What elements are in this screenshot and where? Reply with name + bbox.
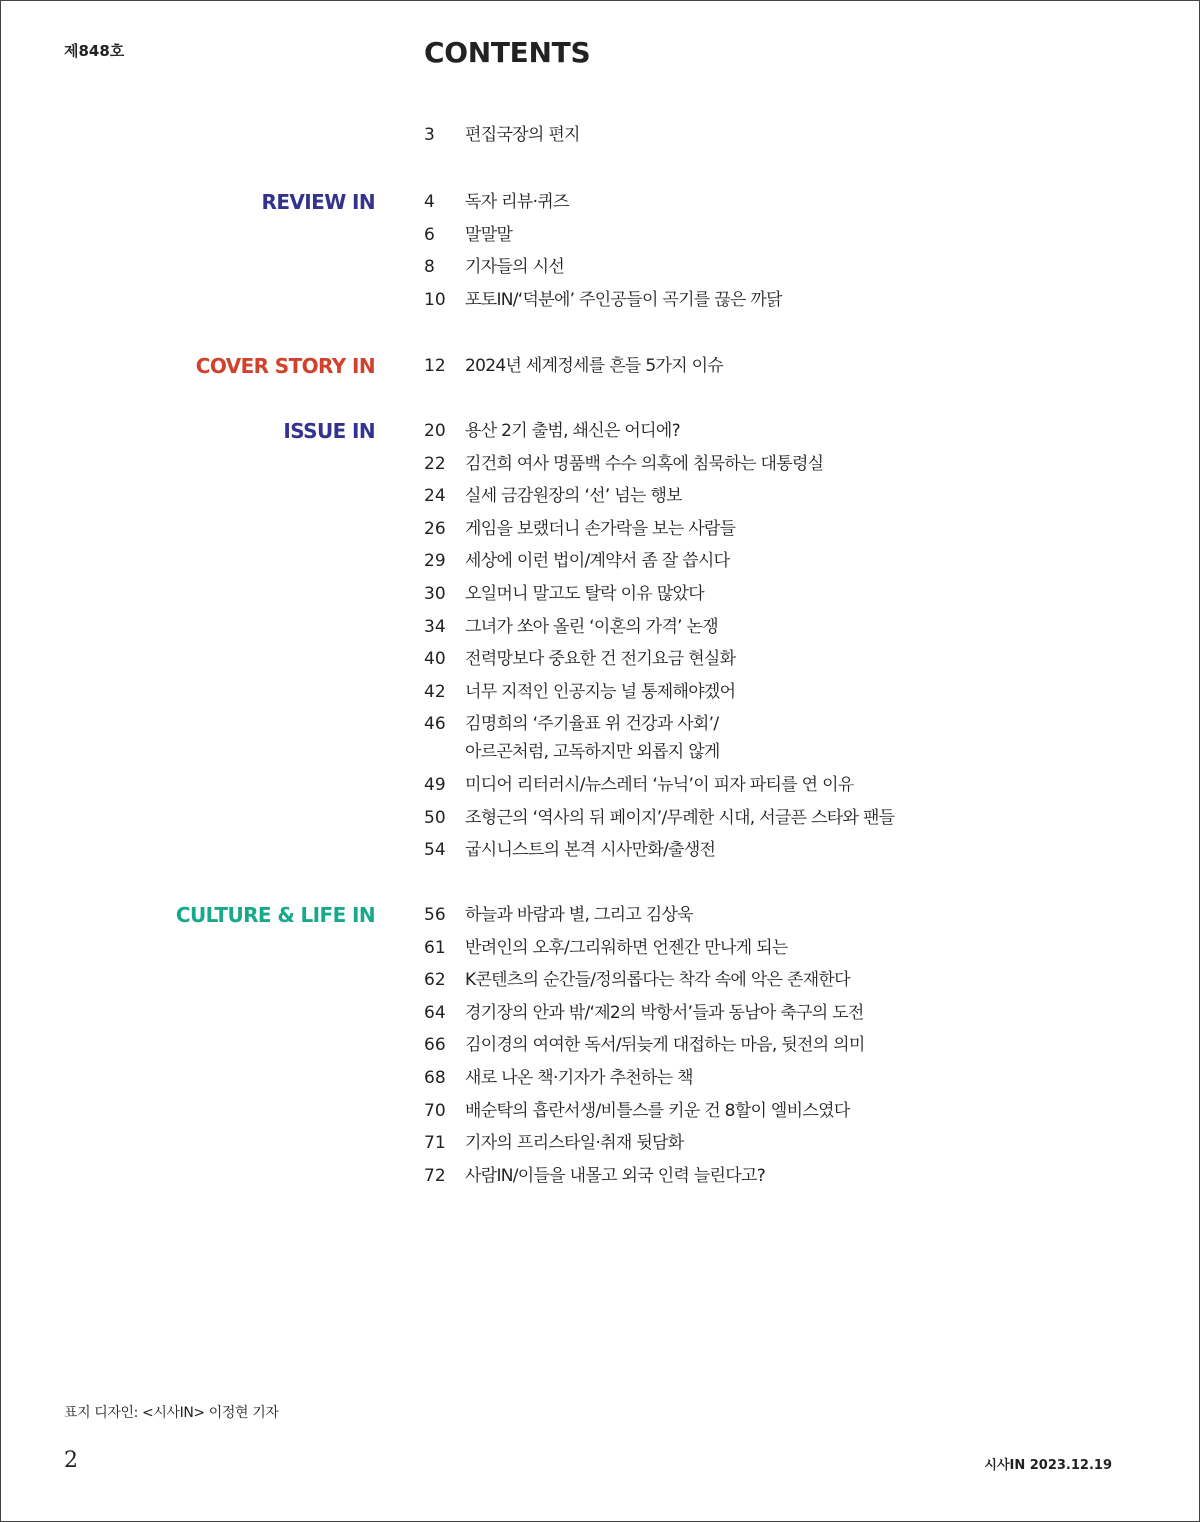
entry-title: 하늘과 바람과 별, 그리고 김상욱 [465, 905, 693, 925]
toc-entry[interactable] [424, 121, 1164, 149]
entry-title: 굽시니스트의 본격 시사만화/출생전 [465, 840, 716, 861]
toc-entry[interactable] [424, 482, 1164, 510]
entry-title: 말말말 [465, 224, 513, 245]
entry-title: 게임을 보랬더니 손가락을 보는 사람들 [465, 518, 736, 539]
toc-entry[interactable] [424, 999, 1164, 1027]
entry-title: 편집국장의 편지 [465, 125, 580, 145]
toc-entry[interactable] [424, 901, 1164, 929]
entry-list [424, 188, 1164, 318]
entry-title: 전력망보다 중요한 건 전기요금 현실화 [465, 649, 736, 670]
entry-title: 너무 지적인 인공지능 널 통제해야겠어 [465, 681, 736, 702]
toc-entry[interactable] [424, 188, 1164, 216]
page-folio: 2 [64, 1448, 78, 1473]
page-number: 50 [424, 807, 446, 828]
entry-title: 세상에 이런 법이/계약서 좀 잘 씁시다 [465, 551, 730, 572]
entry-title: 반려인의 오후/그리워하면 언젠간 만나게 되는 [465, 937, 788, 958]
page-number: 6 [424, 224, 435, 245]
publication-date: 시사IN 2023.12.19 [984, 1458, 1112, 1473]
page-number: 24 [424, 486, 446, 507]
toc-entry[interactable] [424, 934, 1164, 962]
page-number: 70 [424, 1100, 446, 1121]
issue-number: 제848호 [64, 42, 125, 60]
toc-entry[interactable] [424, 613, 1164, 641]
toc-entry[interactable] [424, 417, 1164, 445]
page-number: 71 [424, 1133, 446, 1154]
toc-entry[interactable] [424, 710, 1164, 766]
page-number: 34 [424, 616, 446, 637]
page-number: 20 [424, 421, 446, 441]
toc-entry[interactable] [424, 1129, 1164, 1157]
entry-title: 그녀가 쏘아 올린 ‘이혼의 가격’ 논쟁 [465, 616, 719, 637]
toc-entry[interactable] [424, 836, 1164, 864]
page-number: 72 [424, 1165, 446, 1186]
page-number: 22 [424, 453, 446, 474]
entry-list [424, 901, 1164, 1194]
toc-entry[interactable] [424, 1064, 1164, 1092]
page-title: CONTENTS [424, 36, 591, 69]
toc-entry[interactable] [424, 450, 1164, 478]
page-number: 66 [424, 1035, 446, 1056]
section-label: REVIEW IN [261, 190, 375, 214]
toc-entry[interactable] [424, 645, 1164, 673]
entry-title: 기자의 프리스타일·취재 뒷담화 [465, 1133, 684, 1154]
page-number: 30 [424, 583, 446, 604]
entry-title: 2024년 세계정세를 흔들 5가지 이슈 [465, 356, 724, 376]
entry-title: 실세 금감원장의 ‘선’ 넘는 행보 [465, 486, 682, 507]
page-number: 10 [424, 289, 446, 310]
page-number: 68 [424, 1067, 446, 1088]
page-number: 8 [424, 257, 435, 278]
entry-title: 용산 2기 출범, 쇄신은 어디에? [465, 421, 680, 441]
page-number: 42 [424, 681, 446, 702]
entry-title: 기자들의 시선 [465, 257, 565, 278]
entry-list [424, 417, 1164, 869]
entry-title: 포토IN/‘덕분에’ 주인공들이 곡기를 끊은 까닭 [465, 289, 782, 310]
toc-entry[interactable] [424, 966, 1164, 994]
toc-entry[interactable] [424, 771, 1164, 799]
entry-title-continued: 아르곤처럼, 고독하지만 외롭지 않게 [465, 742, 720, 763]
entry-title: 미디어 리터러시/뉴스레터 ‘뉴닉’이 피자 파티를 연 이유 [465, 774, 854, 795]
entry-title: K콘텐츠의 순간들/정의롭다는 착각 속에 악은 존재한다 [465, 970, 850, 991]
toc-entry[interactable] [424, 1097, 1164, 1125]
page-number: 49 [424, 774, 446, 795]
toc-entry[interactable] [424, 547, 1164, 575]
page-number: 61 [424, 937, 446, 958]
section-label: COVER STORY IN [195, 354, 375, 378]
entry-title: 오일머니 말고도 탈락 이유 많았다 [465, 583, 704, 604]
toc-entry[interactable] [424, 1162, 1164, 1190]
entry-title: 독자 리뷰·퀴즈 [465, 192, 569, 212]
toc-entry[interactable] [424, 253, 1164, 281]
entry-title: 김이경의 여여한 독서/뒤늦게 대접하는 마음, 뒷전의 의미 [465, 1035, 865, 1056]
toc-entry[interactable] [424, 286, 1164, 314]
toc-entry[interactable] [424, 580, 1164, 608]
entry-list [424, 121, 1164, 154]
page-number: 29 [424, 551, 446, 572]
page-number: 54 [424, 840, 446, 861]
page-number: 40 [424, 649, 446, 670]
page-number: 46 [424, 714, 446, 735]
toc-entry[interactable] [424, 352, 1164, 380]
page-number: 12 [424, 356, 446, 376]
page-number: 62 [424, 970, 446, 991]
page-number: 26 [424, 518, 446, 539]
entry-title: 김명희의 ‘주기율표 위 건강과 사회’/ [465, 714, 719, 735]
section-label: ISSUE IN [283, 419, 375, 443]
section-label: CULTURE & LIFE IN [175, 903, 375, 927]
cover-design-credit: 표지 디자인: <시사IN> 이정현 기자 [64, 1405, 279, 1421]
page-number: 3 [424, 125, 435, 145]
toc-entry[interactable] [424, 221, 1164, 249]
toc-entry[interactable] [424, 515, 1164, 543]
entry-list [424, 352, 1164, 385]
page-number: 64 [424, 1002, 446, 1023]
toc-entry[interactable] [424, 1031, 1164, 1059]
toc-entry[interactable] [424, 678, 1164, 706]
entry-title: 조형근의 ‘역사의 뒤 페이지’/무례한 시대, 서글픈 스타와 팬들 [465, 807, 895, 828]
page-number: 56 [424, 905, 446, 925]
entry-title: 배순탁의 흡란서생/비틀스를 키운 건 8할이 엘비스였다 [465, 1100, 850, 1121]
entry-title: 김건희 여사 명품백 수수 의혹에 침묵하는 대통령실 [465, 453, 824, 474]
entry-title: 사람IN/이들을 내몰고 외국 인력 늘린다고? [465, 1165, 766, 1186]
toc-entry[interactable] [424, 804, 1164, 832]
entry-title: 새로 나온 책·기자가 추천하는 책 [465, 1067, 693, 1088]
page-number: 4 [424, 192, 435, 212]
entry-title: 경기장의 안과 밖/‘제2의 박항서’들과 동남아 축구의 도전 [465, 1002, 864, 1023]
